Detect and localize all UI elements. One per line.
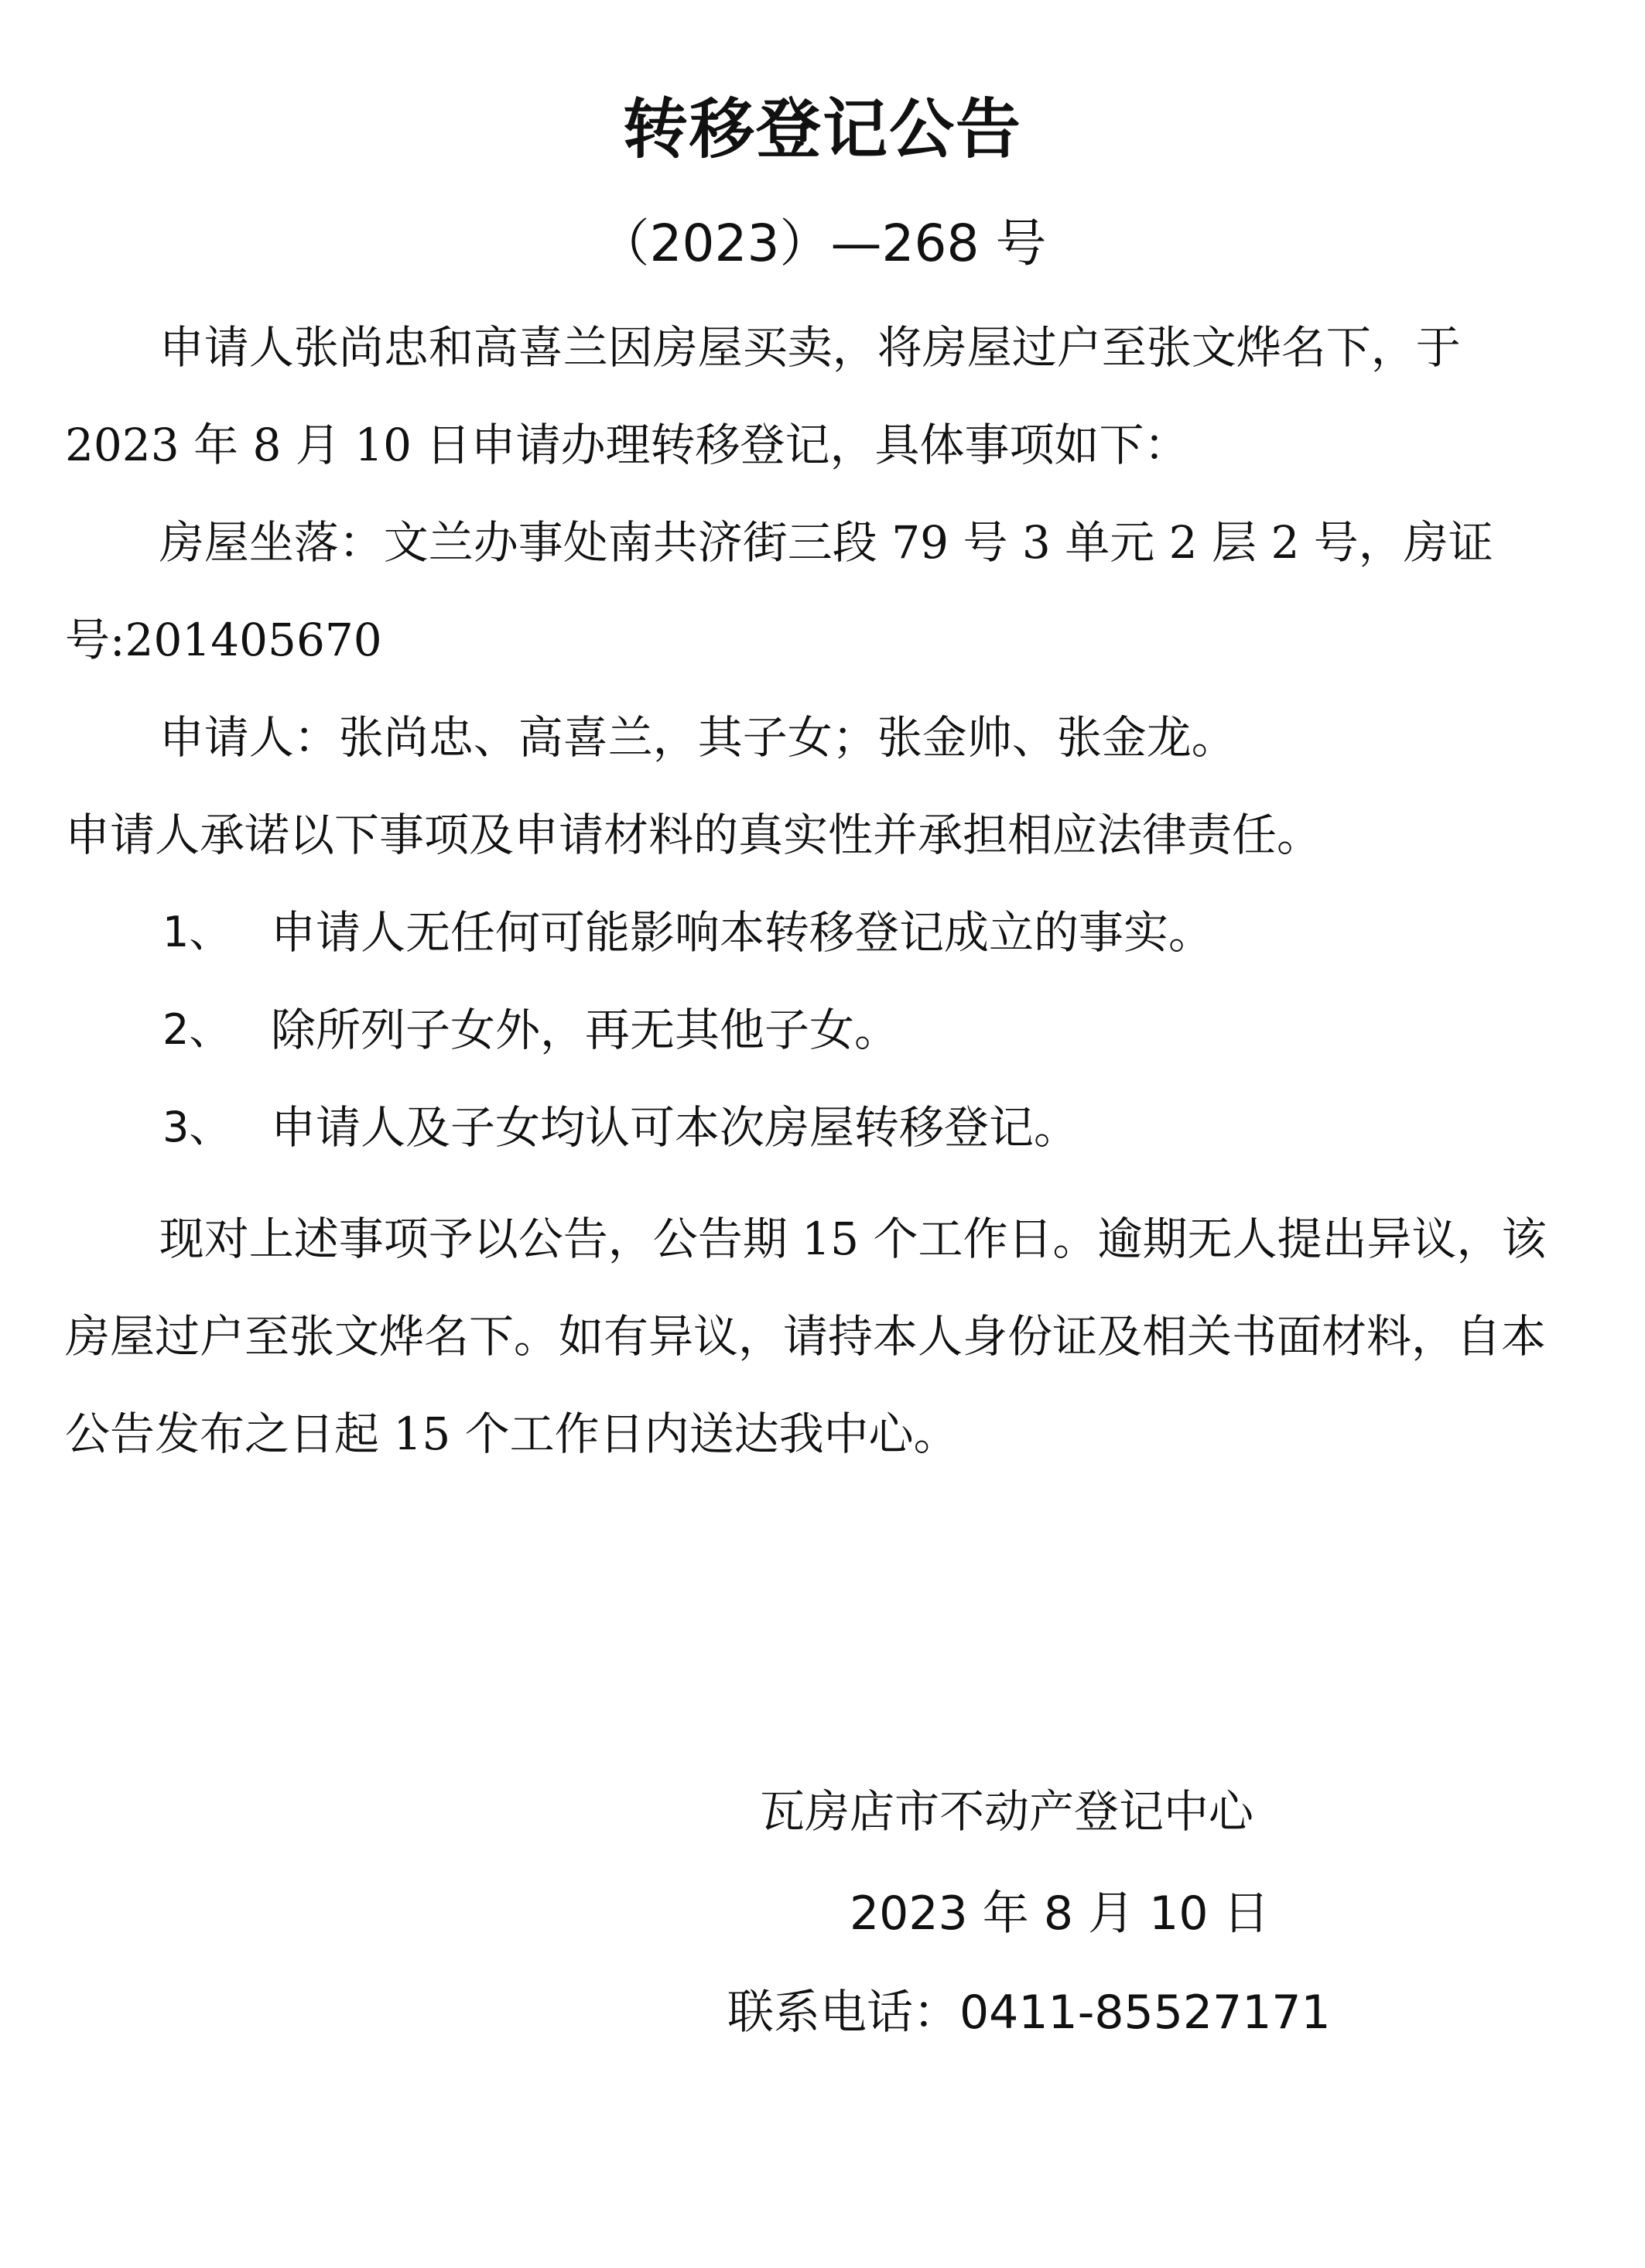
notice-title: 转移登记公告	[622, 91, 1022, 167]
list-item	[65, 1079, 1582, 1176]
notice-body	[65, 299, 1582, 1483]
list-item-text: 除所列子女外，再无其他子女。	[271, 1004, 900, 1056]
list-item	[65, 884, 1582, 981]
list-item	[65, 981, 1582, 1079]
list-item-number: 1、	[162, 908, 231, 956]
paragraph-location: 房屋坐落：文兰办事处南共济街三段 79 号 3 单元 2 层 2 号，房证号:201405670	[65, 516, 1493, 666]
issuing-organization: 瓦房店市不动产登记中心	[760, 1785, 1254, 1838]
notice-number: （2023）—268 号	[598, 214, 1047, 273]
spacer	[65, 1176, 1582, 1190]
paragraph-applicants: 申请人：张尚忠、高喜兰，其子女；张金帅、张金龙。	[159, 711, 1236, 764]
paragraph-commitment: 申请人承诺以下事项及申请材料的真实性并承担相应法律责任。	[65, 809, 1322, 861]
list-item-number: 2、	[162, 1005, 231, 1054]
list-item-number: 3、	[162, 1103, 231, 1151]
list-item-text: 申请人及子女均认可本次房屋转移登记。	[271, 1101, 1079, 1154]
paragraph-application: 申请人张尚忠和高喜兰因房屋买卖，将房屋过户至张文烨名下，于 2023 年 8 月 10 日申请办理转移登记，具体事项如下：	[65, 321, 1461, 471]
list-item-text: 申请人无任何可能影响本转移登记成立的事实。	[271, 906, 1214, 959]
issue-date: 2023 年 8 月 10 日	[850, 1887, 1270, 1941]
paragraph-announcement: 现对上述事项予以公告，公告期 15 个工作日。逾期无人提出异议，该房屋过户至张文烨名下。如有异议，请持本人身份证及相关书面材料，自本公告发布之日起 15 个工作日内送达我中心。	[65, 1213, 1547, 1460]
contact-phone: 联系电话：0411-85527171	[727, 1986, 1331, 2040]
